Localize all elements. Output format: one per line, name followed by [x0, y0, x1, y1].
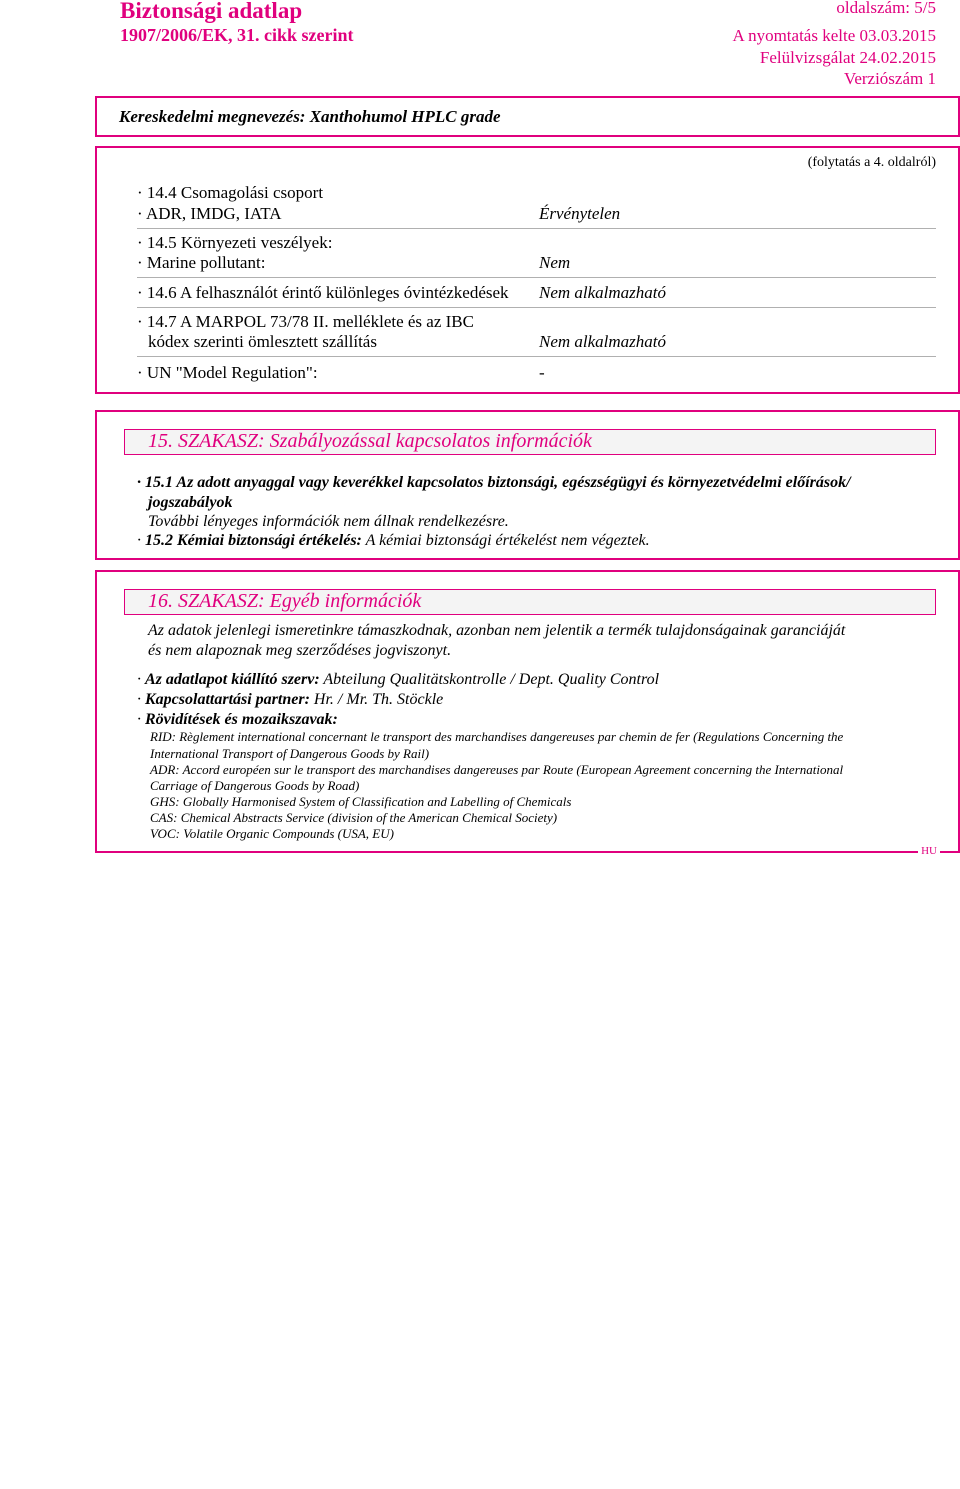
marpol-value: Nem alkalmazható: [539, 332, 667, 351]
abbreviation-line: RID: Règlement international concernant le transport des marchandises dangereuses par chemin de fer (Regulations Concerning the: [150, 729, 844, 744]
section-15-heading: 15. SZAKASZ: Szabályozással kapcsolatos információk: [124, 429, 936, 455]
revision-date: Felülvizsgálat 24.02.2015: [759, 48, 936, 67]
section-16-intro-cont: és nem alapoznak meg szerződéses jogviszonyt.: [148, 642, 452, 659]
page-number: oldalszám: 5/5: [836, 0, 936, 17]
env-hazards-label: · 14.5 Környezeti veszélyek:: [137, 233, 333, 252]
packing-group-value: Érvénytelen: [539, 204, 621, 223]
section-15-box: [95, 410, 960, 560]
un-model-regulation-value: -: [539, 363, 545, 382]
section-16-intro: Az adatok jelenlegi ismeretinkre támaszkodnak, azonban nem jelentik a termék tulajdonságainak garanciáját: [148, 622, 846, 639]
abbreviation-line: ADR: Accord européen sur le transport des marchandises dangereuses par Route (European Agreement concerning the International: [150, 762, 844, 777]
special-precautions-label: · 14.6 A felhasználót érintő különleges óvintézkedések: [137, 283, 509, 302]
continuation-note: (folytatás a 4. oldalról): [807, 155, 936, 170]
abbreviation-line: GHS: Globally Harmonised System of Classification and Labelling of Chemicals: [150, 794, 572, 809]
abbreviation-line: CAS: Chemical Abstracts Service (division of the American Chemical Society): [150, 810, 558, 825]
marpol-label-cont: kódex szerinti ömlesztett szállítás: [148, 332, 377, 351]
abbreviation-line: International Transport of Dangerous Goods by Rail): [150, 746, 430, 761]
section-14-box: [95, 146, 960, 394]
print-date: A nyomtatás kelte 03.03.2015: [732, 26, 936, 45]
abbreviations-label: · Rövidítések és mozaikszavak:: [137, 711, 338, 728]
marpol-label: · 14.7 A MARPOL 73/78 II. melléklete és az IBC: [137, 312, 474, 331]
section-15-2: · 15.2 Kémiai biztonsági értékelés: A kémiai biztonsági értékelést nem végeztek.: [137, 532, 650, 549]
special-precautions-value: Nem alkalmazható: [539, 283, 667, 302]
abbreviation-line: Carriage of Dangerous Goods by Road): [150, 778, 360, 793]
section-15-1-text: További lényeges információk nem állnak rendelkezésre.: [148, 513, 509, 530]
section-16-heading: 16. SZAKASZ: Egyéb információk: [124, 589, 936, 615]
section-15-1-label: · 15.1 Az adott anyaggal vagy keverékkel kapcsolatos biztonsági, egészségügyi és környezetvédelmi előírások/: [137, 474, 851, 491]
regulation-reference: 1907/2006/EK, 31. cikk szerint: [120, 25, 354, 45]
divider: [137, 356, 936, 357]
document-title: Biztonsági adatlap: [120, 0, 303, 23]
sds-issuer: · Az adatlapot kiállító szerv: Abteilung Qualitätskontrolle / Dept. Quality Control: [137, 671, 660, 688]
marine-pollutant-label: · Marine pollutant:: [137, 253, 266, 272]
un-model-regulation-label: · UN "Model Regulation":: [137, 363, 318, 382]
packing-group-sub: · ADR, IMDG, IATA: [137, 204, 282, 223]
abbreviation-line: VOC: Volatile Organic Compounds (USA, EU): [150, 826, 394, 841]
section-16-box: [95, 570, 960, 853]
section-15-1-label-cont: jogszabályok: [148, 494, 233, 511]
trade-name: Kereskedelmi megnevezés: Xanthohumol HPLC grade: [119, 107, 501, 126]
marine-pollutant-value: Nem: [539, 253, 571, 272]
divider: [137, 277, 936, 278]
version-number: Verziószám 1: [843, 69, 936, 88]
contact-person: · Kapcsolattartási partner: Hr. / Mr. Th. Stöckle: [137, 691, 444, 708]
country-code: HU: [918, 845, 940, 857]
divider: [137, 228, 936, 229]
trade-name-box: [95, 96, 960, 137]
divider: [137, 307, 936, 308]
packing-group-label: · 14.4 Csomagolási csoport: [137, 183, 324, 202]
